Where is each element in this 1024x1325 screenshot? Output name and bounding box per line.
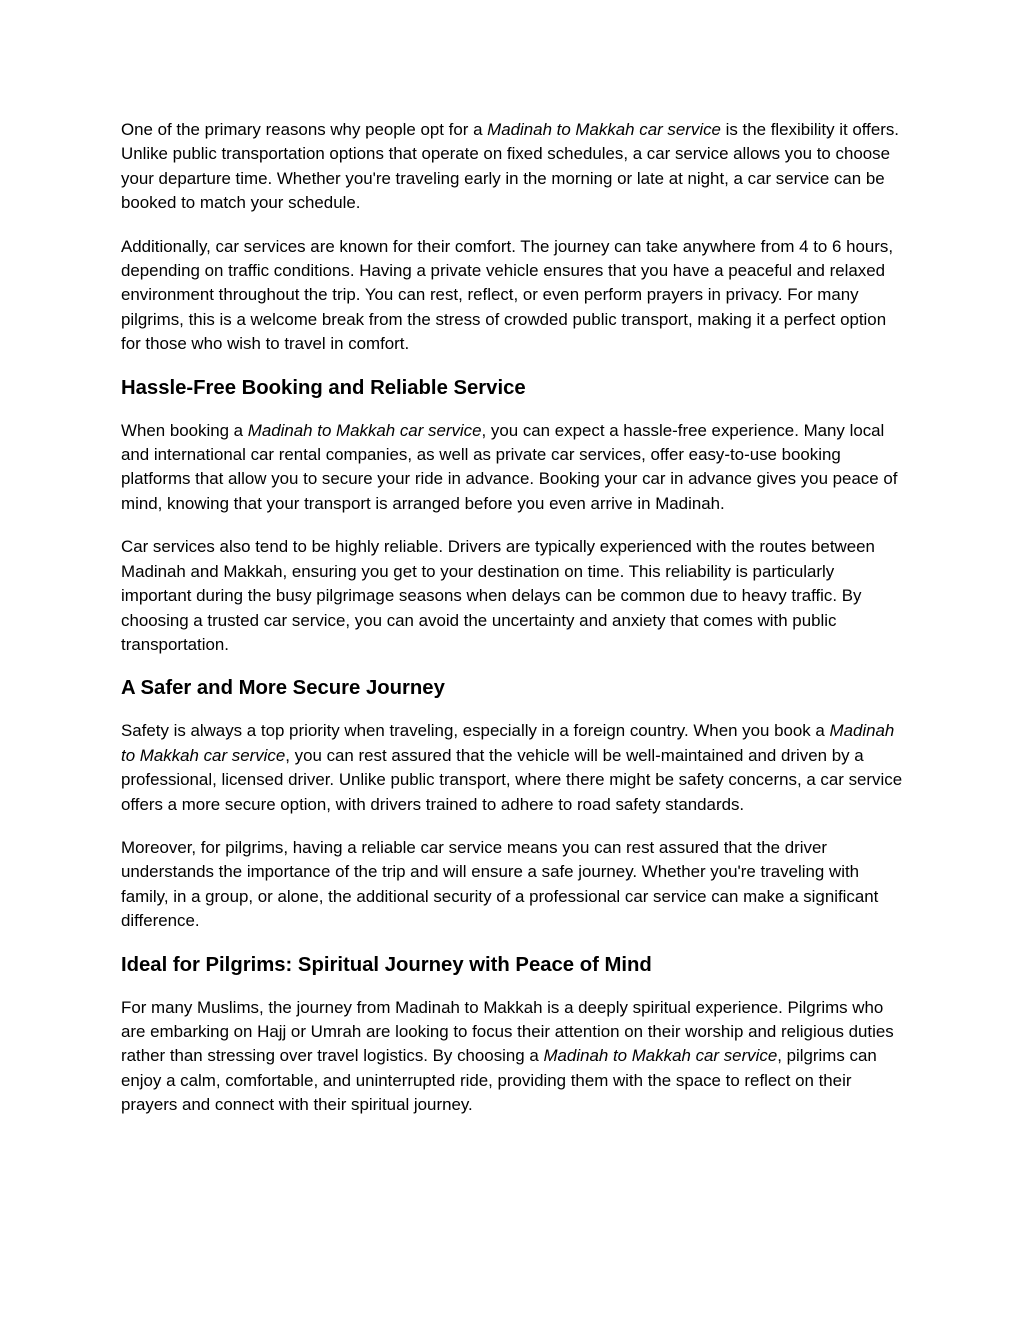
paragraph: Car services also tend to be highly reliable. Drivers are typically experienced with the routes between Madinah and Makkah, ensuring you get to your destination on time. This reliability is particularly important during the busy pilgrimage seasons when delays can be common due to heavy traffic. By choosing a trusted car service, you can avoid the uncertainty and anxiety that comes with public transportation. [121,537,875,654]
paragraph: Moreover, for pilgrims, having a reliable car service means you can rest assured that the driver understands the importance of the trip and will ensure a safe journey. Whether you're traveling with family, in a group, or alone, the additional security of a professional car service can make a significant difference. [121,837,879,931]
section-heading: Hassle-Free Booking and Reliable Service [121,376,526,399]
service-name-emphasis: Madinah to Makkah car service [487,120,721,139]
paragraph: Safety is always a top priority when traveling, especially in a foreign country. When you book a Madinah to Makkah car service, you can rest assured that the vehicle will be well-maintained and driven by a professional, licensed driver. Unlike public transport, where there might be safety concerns, a car service offers a more secure option, with drivers trained to adhere to road safety standards. [121,721,903,814]
paragraph: Additionally, car services are known for their comfort. The journey can take anywhere from 4 to 6 hours, depending on traffic conditions. Having a private vehicle ensures that you have a peaceful and relaxed environment throughout the trip. You can rest, reflect, or even perform prayers in privacy. For many pilgrims, this is a welcome break from the stress of crowded public transport, making it a perfect option for those who wish to travel in comfort. [121,236,894,354]
paragraph: For many Muslims, the journey from Madinah to Makkah is a deeply spiritual experience. Pilgrims who are embarking on Hajj or Umrah are looking to focus their attention on their worship and religious duties rather than stressing over travel logistics. By choosing a Madinah to Makkah car service, pilgrims can enjoy a calm, comfortable, and uninterrupted ride, providing them with the space to reflect on their prayers and connect with their spiritual journey. [121,997,894,1115]
document-page [121,118,906,1137]
section-heading: A Safer and More Secure Journey [121,677,445,700]
pilgrims-section [121,953,906,1118]
paragraph: When booking a Madinah to Makkah car service, you can expect a hassle-free experience. Many local and international car rental companies, as well as private car services, offer easy-to-use booking platforms that allow you to secure your ride in advance. Booking your car in advance gives you peace of mind, knowing that your transport is arranged before you even arrive in Madinah. [121,420,898,513]
service-name-emphasis: Madinah to Makkah car service [121,721,895,765]
booking-section [121,376,906,658]
paragraph: One of the primary reasons why people opt for a Madinah to Makkah car service is the flexibility it offers. Unlike public transportation options that operate on fixed schedules, a car service allows you to choose your departure time. Whether you're traveling early in the morning or late at night, a car service can be booked to match your schedule. [121,120,899,213]
safety-section [121,676,906,933]
service-name-emphasis: Madinah to Makkah car service [543,1046,778,1066]
section-heading: Ideal for Pilgrims: Spiritual Journey with Peace of Mind [121,953,652,976]
intro-section [121,118,906,357]
service-name-emphasis: Madinah to Makkah car service [247,420,482,440]
